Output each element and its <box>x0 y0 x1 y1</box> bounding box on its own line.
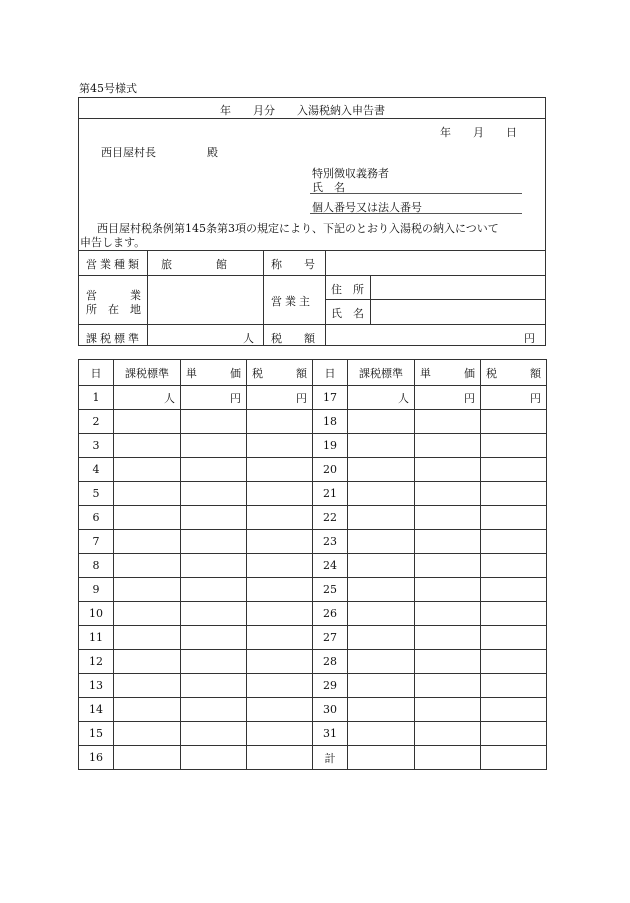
day-cell: 31 <box>313 722 348 746</box>
table-row <box>79 410 313 434</box>
tax-cell[interactable] <box>481 434 547 458</box>
tax-cell[interactable] <box>481 554 547 578</box>
tax-cell[interactable] <box>247 602 313 626</box>
table-row <box>313 386 547 410</box>
tax-cell[interactable] <box>247 506 313 530</box>
standard-cell[interactable] <box>114 722 181 746</box>
business-type-label: 営業種類 <box>86 258 142 271</box>
header-standard: 課税標準 <box>348 360 415 386</box>
unit-price-cell[interactable] <box>181 578 247 602</box>
table-header-row <box>313 360 547 386</box>
tax-cell[interactable] <box>481 410 547 434</box>
form-number: 第45号様式 <box>79 82 137 95</box>
day-cell: 15 <box>79 722 114 746</box>
table-row <box>313 698 547 722</box>
tax-cell[interactable] <box>247 554 313 578</box>
tax-cell[interactable] <box>481 674 547 698</box>
tax-cell[interactable] <box>481 530 547 554</box>
day-cell: 21 <box>313 482 348 506</box>
table-row <box>313 482 547 506</box>
info-col-4 <box>370 275 371 324</box>
standard-cell[interactable] <box>114 554 181 578</box>
unit-price-cell[interactable] <box>415 458 481 482</box>
standard-cell[interactable] <box>114 746 181 770</box>
day-cell: 8 <box>79 554 114 578</box>
table-row <box>79 602 313 626</box>
tax-cell[interactable]: 円 <box>481 386 547 410</box>
table-row <box>79 434 313 458</box>
tax-cell[interactable] <box>481 650 547 674</box>
unit-price-cell[interactable] <box>181 674 247 698</box>
table-row <box>79 578 313 602</box>
unit-price-cell[interactable] <box>415 482 481 506</box>
tax-cell[interactable] <box>247 746 313 770</box>
unit-price-cell[interactable] <box>415 722 481 746</box>
standard-cell[interactable] <box>114 410 181 434</box>
standard-cell[interactable] <box>348 410 415 434</box>
day-cell: 25 <box>313 578 348 602</box>
unit-price-cell[interactable] <box>415 650 481 674</box>
tax-cell[interactable] <box>481 578 547 602</box>
header-unit-price: 単 価 <box>415 360 481 386</box>
header-tax: 税 額 <box>247 360 313 386</box>
standard-cell[interactable] <box>348 674 415 698</box>
tax-cell[interactable] <box>247 722 313 746</box>
declaration-statement-line2: 申告します。 <box>80 236 146 249</box>
unit-price-cell[interactable] <box>181 626 247 650</box>
tax-cell[interactable] <box>247 650 313 674</box>
unit-price-cell[interactable] <box>181 410 247 434</box>
unit-price-cell[interactable] <box>415 746 481 770</box>
tax-cell[interactable] <box>481 722 547 746</box>
info-top-line <box>78 250 546 251</box>
unit-price-cell[interactable] <box>181 530 247 554</box>
trade-name-label: 称 号 <box>271 258 315 271</box>
day-cell: 9 <box>79 578 114 602</box>
table-row <box>313 506 547 530</box>
table-row <box>79 458 313 482</box>
unit-price-cell[interactable] <box>181 602 247 626</box>
standard-cell[interactable] <box>348 722 415 746</box>
unit-price-cell[interactable] <box>415 578 481 602</box>
table-row <box>313 746 547 770</box>
unit-price-cell[interactable]: 円 <box>181 386 247 410</box>
day-cell: 27 <box>313 626 348 650</box>
location-label-2: 所 在 地 <box>86 303 141 316</box>
table-row <box>313 674 547 698</box>
standard-cell[interactable] <box>114 626 181 650</box>
standard-cell[interactable] <box>348 602 415 626</box>
day-cell: 12 <box>79 650 114 674</box>
id-number-line <box>310 213 522 214</box>
day-cell: 10 <box>79 602 114 626</box>
unit-price-cell[interactable] <box>181 650 247 674</box>
tax-cell[interactable] <box>481 626 547 650</box>
day-cell: 16 <box>79 746 114 770</box>
daily-table-right <box>312 359 547 770</box>
info-line-4 <box>78 324 546 325</box>
tax-cell[interactable] <box>481 506 547 530</box>
table-row <box>79 650 313 674</box>
unit-price-cell[interactable] <box>415 698 481 722</box>
info-line-2 <box>78 275 546 276</box>
tax-cell[interactable] <box>247 482 313 506</box>
tax-cell[interactable] <box>481 746 547 770</box>
day-cell: 20 <box>313 458 348 482</box>
table-row <box>79 554 313 578</box>
day-cell: 17 <box>313 386 348 410</box>
tax-cell[interactable] <box>247 458 313 482</box>
day-cell: 13 <box>79 674 114 698</box>
obligor-name-label: 氏 名 <box>312 181 345 194</box>
unit-price-cell[interactable] <box>415 626 481 650</box>
info-col-2 <box>263 250 264 346</box>
unit-price-cell[interactable] <box>181 698 247 722</box>
tax-cell[interactable] <box>247 698 313 722</box>
standard-cell[interactable] <box>348 458 415 482</box>
declaration-statement-line1: 西目屋村税条例第145条第3項の規定により、下記のとおり入湯税の納入について <box>97 222 499 235</box>
day-cell: 6 <box>79 506 114 530</box>
table-row <box>79 674 313 698</box>
standard-cell[interactable] <box>348 626 415 650</box>
table-row <box>79 482 313 506</box>
tax-amount-label: 税 額 <box>271 332 315 345</box>
unit-price-cell[interactable] <box>181 506 247 530</box>
header-tax: 税 額 <box>481 360 547 386</box>
tax-cell[interactable] <box>247 674 313 698</box>
info-col-5 <box>325 324 326 346</box>
unit-price-cell[interactable] <box>181 554 247 578</box>
standard-cell[interactable]: 人 <box>348 386 415 410</box>
day-cell: 26 <box>313 602 348 626</box>
table-row <box>79 722 313 746</box>
standard-cell[interactable] <box>114 578 181 602</box>
tax-amount-unit: 円 <box>524 332 535 345</box>
tax-cell[interactable]: 円 <box>247 386 313 410</box>
info-col-1 <box>147 250 148 346</box>
standard-cell[interactable] <box>348 650 415 674</box>
unit-price-cell[interactable] <box>415 530 481 554</box>
tax-cell[interactable] <box>247 530 313 554</box>
location-label-1: 営 業 <box>86 289 141 302</box>
standard-cell[interactable] <box>348 746 415 770</box>
addressee-honorific: 殿 <box>207 146 218 159</box>
obligor-label: 特別徴収義務者 <box>312 167 389 180</box>
standard-cell[interactable] <box>348 530 415 554</box>
tax-cell[interactable] <box>481 482 547 506</box>
table-row <box>313 626 547 650</box>
day-cell: 3 <box>79 434 114 458</box>
day-cell: 28 <box>313 650 348 674</box>
day-cell: 5 <box>79 482 114 506</box>
standard-cell[interactable] <box>114 458 181 482</box>
table-row <box>79 698 313 722</box>
unit-price-cell[interactable] <box>415 410 481 434</box>
tax-cell[interactable] <box>481 602 547 626</box>
tax-cell[interactable] <box>247 578 313 602</box>
title-divider <box>78 118 546 119</box>
header-standard: 課税標準 <box>114 360 181 386</box>
standard-cell[interactable] <box>348 698 415 722</box>
standard-cell[interactable]: 人 <box>114 386 181 410</box>
day-cell: 7 <box>79 530 114 554</box>
day-cell: 4 <box>79 458 114 482</box>
tax-cell[interactable] <box>247 410 313 434</box>
unit-price-cell[interactable] <box>415 434 481 458</box>
day-cell: 22 <box>313 506 348 530</box>
tax-standard-label: 課税標準 <box>86 332 142 345</box>
form-title: 年 月分 入湯税納入申告書 <box>220 104 385 117</box>
tax-cell[interactable] <box>481 458 547 482</box>
table-row <box>313 458 547 482</box>
id-number-label: 個人番号又は法人番号 <box>312 201 422 214</box>
table-row <box>313 602 547 626</box>
table-row <box>313 530 547 554</box>
table-row <box>79 506 313 530</box>
owner-label: 営業主 <box>271 295 313 308</box>
filing-date: 年 月 日 <box>440 126 517 139</box>
tax-standard-unit: 人 <box>243 332 254 345</box>
table-row <box>79 386 313 410</box>
owner-name-label: 氏 名 <box>331 307 364 320</box>
table-row <box>79 626 313 650</box>
unit-price-cell[interactable] <box>415 506 481 530</box>
standard-cell[interactable] <box>114 650 181 674</box>
standard-cell[interactable] <box>348 482 415 506</box>
day-cell: 24 <box>313 554 348 578</box>
unit-price-cell[interactable] <box>181 722 247 746</box>
day-cell: 2 <box>79 410 114 434</box>
table-row <box>313 722 547 746</box>
unit-price-cell[interactable] <box>415 602 481 626</box>
header-day: 日 <box>313 360 348 386</box>
daily-table-left <box>78 359 313 770</box>
day-cell: 23 <box>313 530 348 554</box>
standard-cell[interactable] <box>114 602 181 626</box>
table-header-row <box>79 360 313 386</box>
info-line-3 <box>325 299 546 300</box>
obligor-name-line <box>310 193 522 194</box>
table-row <box>313 410 547 434</box>
day-cell: 1 <box>79 386 114 410</box>
standard-cell[interactable] <box>348 554 415 578</box>
table-row <box>313 650 547 674</box>
day-cell: 18 <box>313 410 348 434</box>
table-row <box>313 578 547 602</box>
tax-cell[interactable] <box>247 626 313 650</box>
unit-price-cell[interactable] <box>181 746 247 770</box>
table-row <box>313 434 547 458</box>
table-row <box>79 530 313 554</box>
tax-cell[interactable] <box>247 434 313 458</box>
standard-cell[interactable] <box>114 530 181 554</box>
standard-cell[interactable] <box>114 674 181 698</box>
info-col-3 <box>325 250 326 324</box>
standard-cell[interactable] <box>114 482 181 506</box>
unit-price-cell[interactable] <box>415 554 481 578</box>
header-unit-price: 単 価 <box>181 360 247 386</box>
day-cell: 19 <box>313 434 348 458</box>
owner-address-label: 住 所 <box>331 283 364 296</box>
standard-cell[interactable] <box>114 698 181 722</box>
unit-price-cell[interactable] <box>181 482 247 506</box>
unit-price-cell[interactable]: 円 <box>415 386 481 410</box>
addressee: 西目屋村長 <box>101 146 156 159</box>
day-cell: 30 <box>313 698 348 722</box>
standard-cell[interactable] <box>114 434 181 458</box>
standard-cell[interactable] <box>348 506 415 530</box>
header-day: 日 <box>79 360 114 386</box>
standard-cell[interactable] <box>114 506 181 530</box>
business-type-value: 旅 館 <box>161 258 227 271</box>
tax-cell[interactable] <box>481 698 547 722</box>
standard-cell[interactable] <box>348 434 415 458</box>
day-cell: 11 <box>79 626 114 650</box>
unit-price-cell[interactable] <box>415 674 481 698</box>
day-cell: 14 <box>79 698 114 722</box>
table-row <box>79 746 313 770</box>
standard-cell[interactable] <box>348 578 415 602</box>
unit-price-cell[interactable] <box>181 434 247 458</box>
day-cell: 29 <box>313 674 348 698</box>
table-row <box>313 554 547 578</box>
day-cell: 計 <box>313 746 348 770</box>
unit-price-cell[interactable] <box>181 458 247 482</box>
